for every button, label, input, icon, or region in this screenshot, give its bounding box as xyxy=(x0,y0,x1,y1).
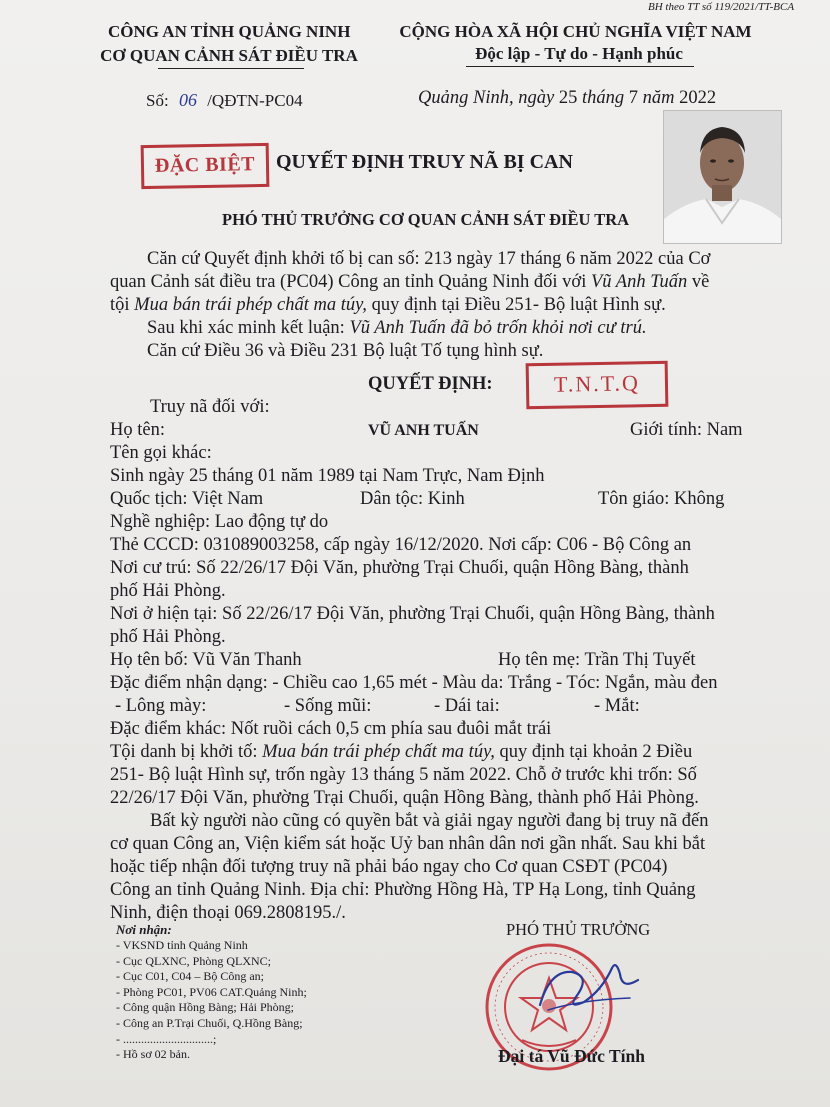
father-name: Họ tên bố: Vũ Văn Thanh xyxy=(110,650,302,670)
signatory-name: Đại tá Vũ Đức Tính xyxy=(498,1046,645,1066)
recipient-item: - Công an P.Trại Chuối, Q.Hồng Bàng; xyxy=(116,1015,303,1030)
mother-name: Họ tên mẹ: Trần Thị Tuyết xyxy=(498,650,696,670)
special-stamp: ĐẶC BIỆT xyxy=(141,143,270,189)
decision-heading: QUYẾT ĐỊNH: xyxy=(368,374,493,394)
eyebrows: - Lông mày: xyxy=(115,696,207,716)
appeal-line-3: hoặc tiếp nhận đối tượng truy nã phải báo ngay cho Cơ quan CSĐT (PC04) xyxy=(110,857,668,877)
recipient-item: - Hồ sơ 02 bản. xyxy=(116,1047,191,1062)
suspect-name: VŨ ANH TUẤN xyxy=(368,422,479,439)
nationality: Quốc tịch: Việt Nam xyxy=(110,489,264,509)
nation-title: CỘNG HÒA XÃ HỘI CHỦ NGHĨA VIỆT NAM xyxy=(399,22,752,41)
religion: Tôn giáo: Không xyxy=(598,489,725,509)
tntq-stamp: T.N.T.Q xyxy=(526,361,669,409)
occupation: Nghề nghiệp: Lao động tự do xyxy=(110,512,329,532)
issuer-heading: PHÓ THỦ TRƯỞNG CƠ QUAN CẢNH SÁT ĐIỀU TRA xyxy=(222,210,630,229)
verification-conclusion: Sau khi xác minh kết luận: Vũ Anh Tuấn đã bỏ trốn khỏi nơi cư trú. xyxy=(147,318,647,338)
alias: Tên gọi khác: xyxy=(110,443,212,463)
id-card: Thẻ CCCD: 031089003258, cấp ngày 16/12/2020. Nơi cấp: C06 - Bộ Công an xyxy=(110,535,692,555)
ethnicity: Dân tộc: Kinh xyxy=(360,489,465,509)
recipient-item: - Công quận Hồng Bàng; Hải Phòng; xyxy=(116,1000,294,1015)
current-address-line-1: Nơi ở hiện tại: Số 22/26/17 Đội Văn, phường Trại Chuối, quận Hồng Bàng, thành xyxy=(110,604,715,624)
document-title: QUYẾT ĐỊNH TRUY NÃ BỊ CAN xyxy=(276,151,573,173)
current-address-line-2: phố Hải Phòng. xyxy=(110,627,226,647)
residence-line-1: Nơi cư trú: Số 22/26/17 Đội Văn, phường Trại Chuối, quận Hồng Bàng, thành xyxy=(110,558,689,578)
earlobes: - Dái tai: xyxy=(434,696,500,716)
basis-line-3: tội Mua bán trái phép chất ma túy, quy định tại Điều 251- Bộ luật Hình sự. xyxy=(110,295,666,315)
nose: - Sống mũi: xyxy=(284,696,372,716)
nation-motto: Độc lập - Tự do - Hạnh phúc xyxy=(475,44,683,63)
legal-basis: Căn cứ Điều 36 và Điều 231 Bộ luật Tố tụng hình sự. xyxy=(147,341,544,361)
signatory-title: PHÓ THỦ TRƯỞNG xyxy=(506,920,651,939)
name-label: Họ tên: xyxy=(110,420,165,440)
recipient-item: - Cục C01, C04 – Bộ Công an; xyxy=(116,969,265,984)
form-note: BH theo TT số 119/2021/TT-BCA xyxy=(648,1,795,13)
appeal-line-1: Bất kỳ người nào cũng có quyền bắt và giải ngay người đang bị truy nã đến xyxy=(150,811,709,831)
residence-line-2: phố Hải Phòng. xyxy=(110,581,226,601)
appeal-line-5: Ninh, điện thoại 069.2808195./. xyxy=(110,903,346,923)
charge-line-1: Tội danh bị khởi tố: Mua bán trái phép chất ma túy, quy định tại khoản 2 Điều xyxy=(110,742,693,762)
doc-number: Số: 06 /QĐTN-PC04 xyxy=(146,90,303,110)
basis-line-1: Căn cứ Quyết định khởi tố bị can số: 213 ngày 17 tháng 6 năm 2022 của Cơ xyxy=(147,249,711,269)
wanted-for-label: Truy nã đối với: xyxy=(150,397,270,417)
other-features: Đặc điểm khác: Nốt ruồi cách 0,5 cm phía sau đuôi mắt trái xyxy=(110,719,552,739)
eyes: - Mắt: xyxy=(594,696,640,716)
suspect-photo xyxy=(663,110,782,244)
recipient-item: - VKSND tỉnh Quảng Ninh xyxy=(116,938,248,952)
recipient-item: - Cục QLXNC, Phòng QLXNC; xyxy=(116,953,271,968)
identifying-features: Đặc điểm nhận dạng: - Chiều cao 1,65 mét - Màu da: Trắng - Tóc: Ngắn, màu đen xyxy=(110,673,718,693)
recipient-item: - ..............................; xyxy=(116,1031,217,1046)
appeal-line-4: Công an tỉnh Quảng Ninh. Địa chỉ: Phường Hồng Hà, TP Hạ Long, tỉnh Quảng xyxy=(110,880,696,900)
recipients-list xyxy=(116,938,307,1063)
portrait-image xyxy=(664,111,781,243)
agency-underline xyxy=(158,68,304,69)
agency-line-1: CÔNG AN TỈNH QUẢNG NINH xyxy=(108,22,351,41)
charge-line-3: 22/26/17 Đội Văn, phường Trại Chuối, quận Hồng Bàng, thành phố Hải Phòng. xyxy=(110,788,699,808)
agency-line-2: CƠ QUAN CẢNH SÁT ĐIỀU TRA xyxy=(100,46,358,65)
recipients-heading: Nơi nhận: xyxy=(116,922,172,937)
signature-icon xyxy=(520,950,650,1020)
motto-underline xyxy=(466,66,694,67)
birth-info: Sinh ngày 25 tháng 01 năm 1989 tại Nam Trực, Nam Định xyxy=(110,466,545,486)
charge-line-2: 251- Bộ luật Hình sự, trốn ngày 13 tháng 5 năm 2022. Chỗ ở trước khi trốn: Số xyxy=(110,765,697,785)
place-date: Quảng Ninh, ngày 25 tháng 7 năm 2022 xyxy=(418,88,717,108)
basis-line-2: quan Cảnh sát điều tra (PC04) Công an tỉnh Quảng Ninh đối với Vũ Anh Tuấn về xyxy=(110,272,710,292)
recipient-item: - Phòng PC01, PV06 CAT.Quảng Ninh; xyxy=(116,984,307,999)
appeal-line-2: cơ quan Công an, Viện kiểm sát hoặc Uỷ ban nhân dân nơi gần nhất. Sau khi bắt xyxy=(110,834,706,854)
doc-number-handwritten: 06 xyxy=(178,90,197,110)
gender: Giới tính: Nam xyxy=(630,420,743,440)
